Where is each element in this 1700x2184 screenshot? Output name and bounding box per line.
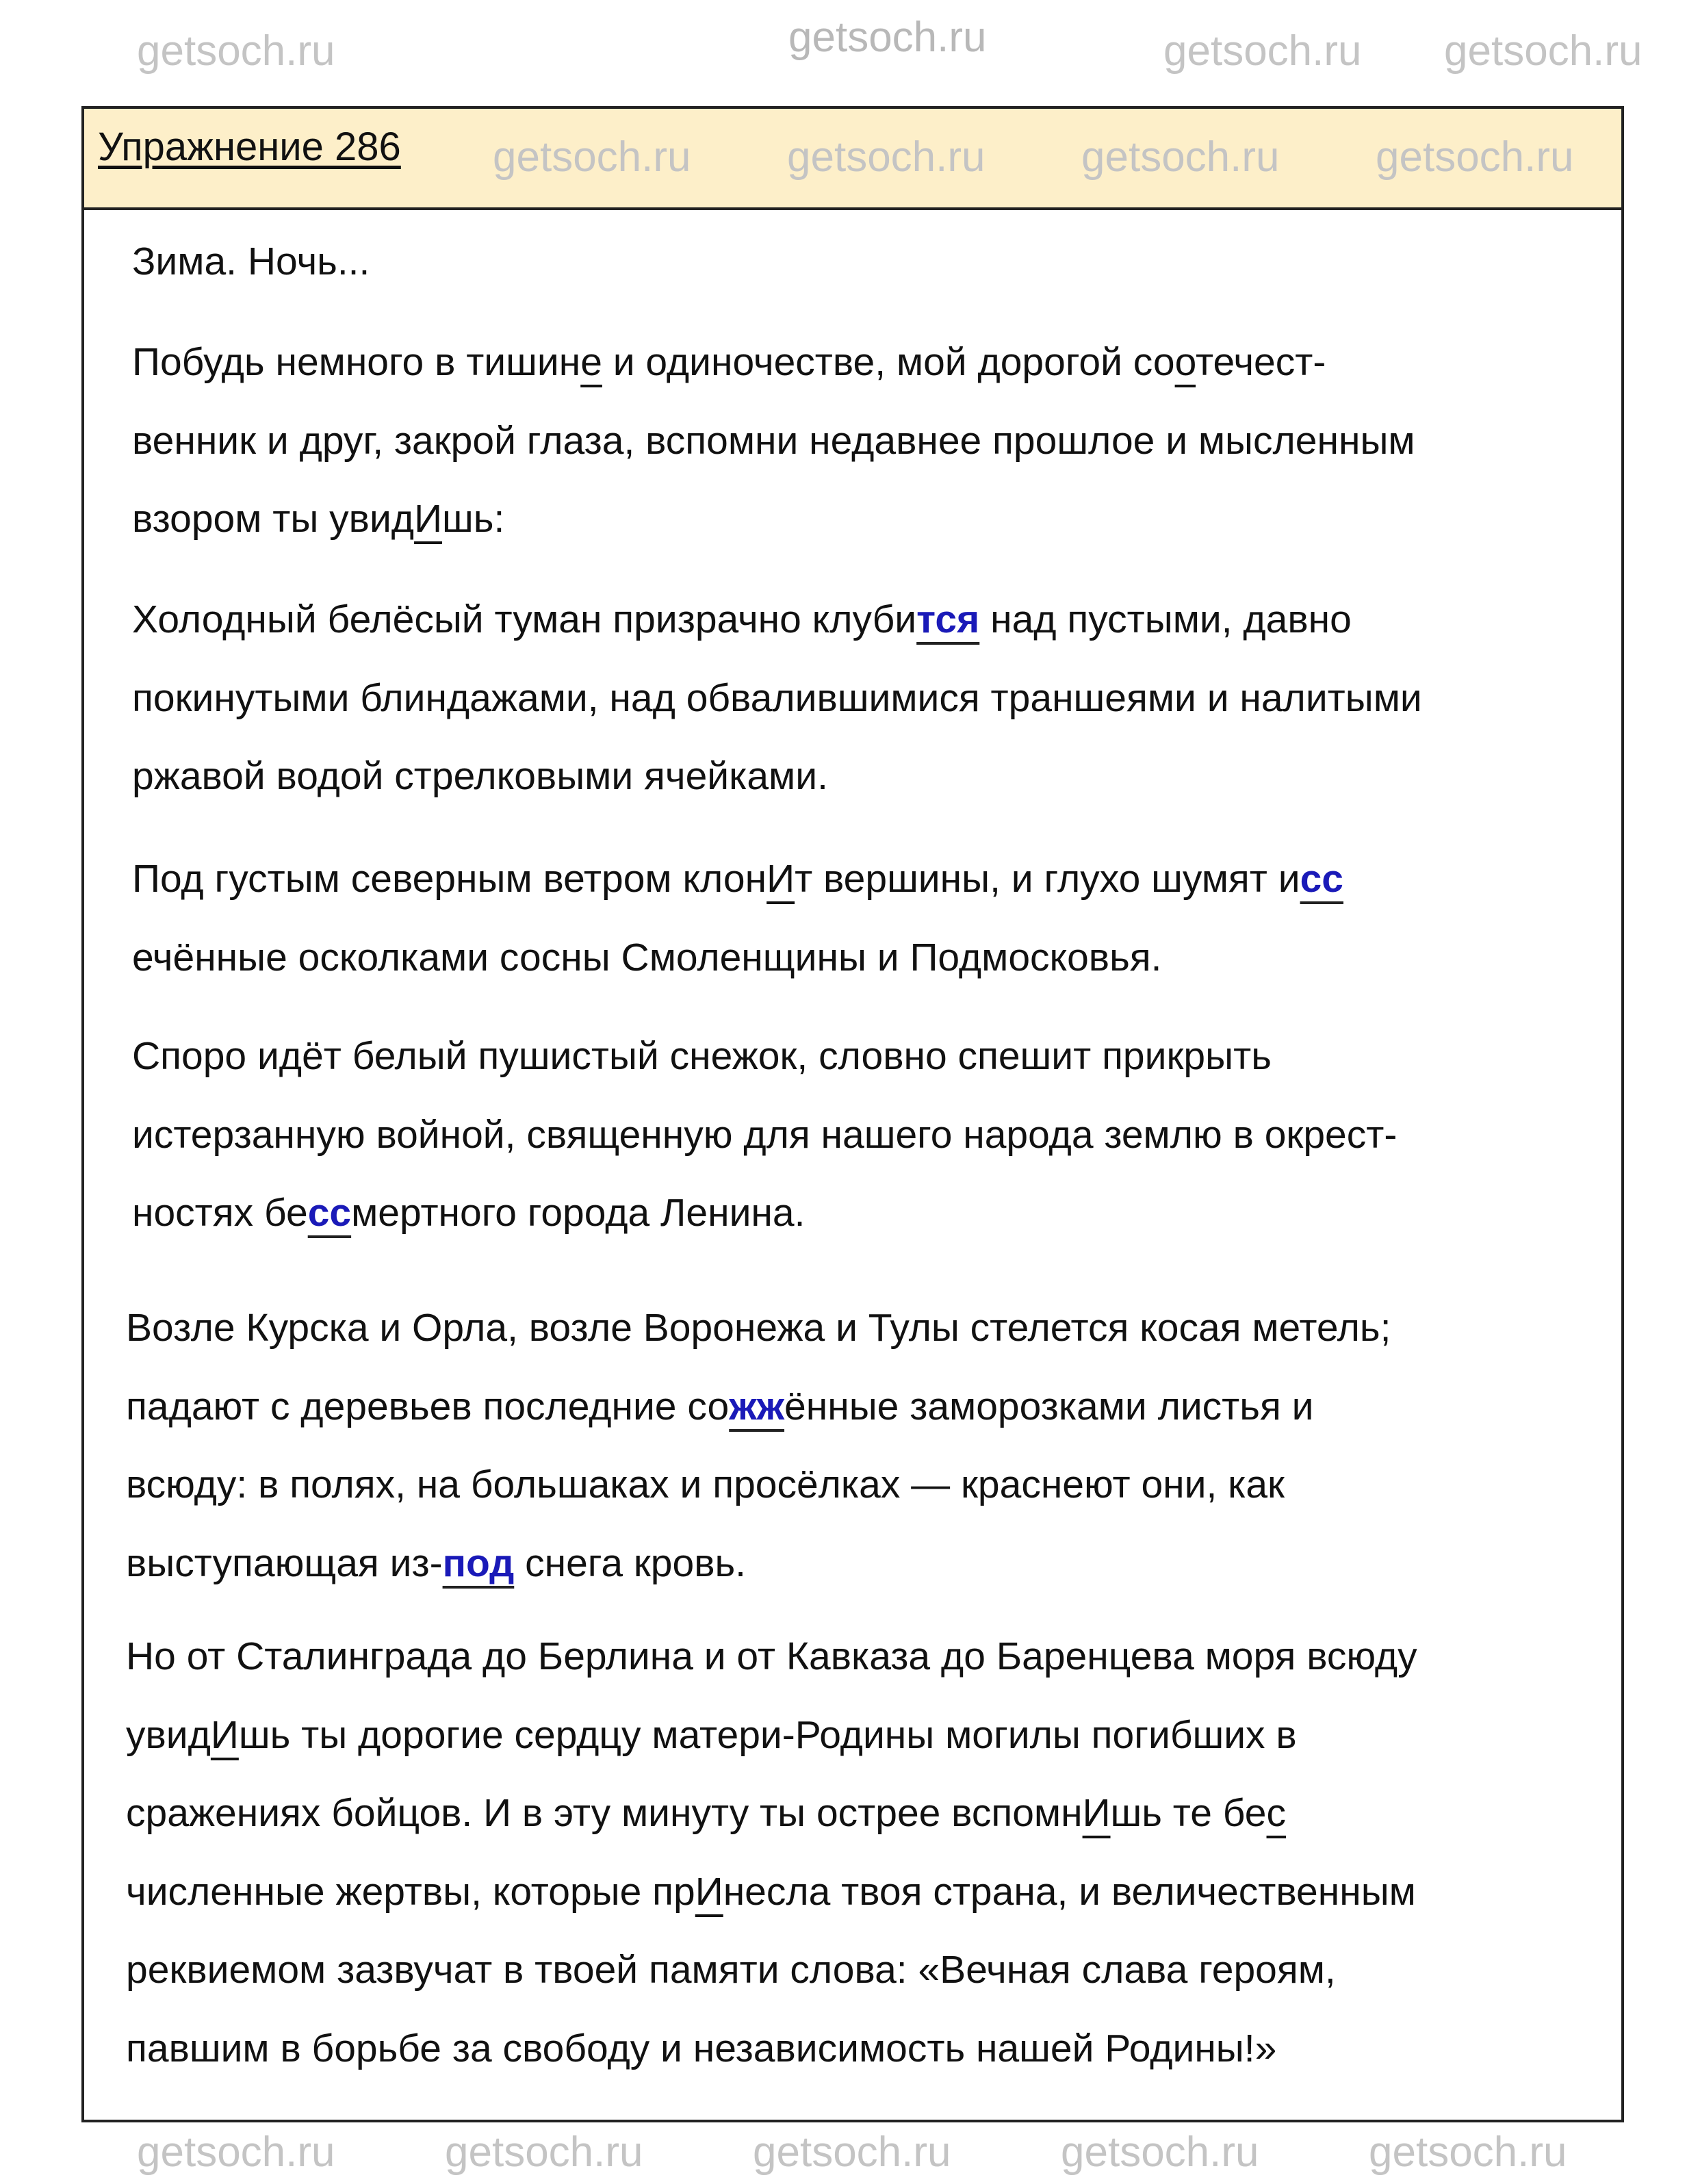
watermark: getsoch.ru [137,2129,335,2176]
watermark: getsoch.ru [1061,2129,1259,2176]
paragraph [126,1289,1391,1602]
text-line [132,659,1422,738]
text-segment: Возле Курска и Орла, возле Воронежа и Тулы стелется косая метель; [126,1306,1391,1350]
text-segment: павшим в борьбе за свободу и независимость нашей Родины!» [126,2026,1277,2070]
marked-letter: И [767,857,795,901]
text-segment: ностях бе [132,1191,308,1235]
text-segment: шь ты дорогие сердцу матери-Родины могилы погибших в [238,1712,1297,1757]
text-line [132,1017,1397,1096]
watermark: getsoch.ru [1369,2129,1567,2176]
text-line [126,1617,1417,1696]
text-segment: ённые заморозками листья и [784,1384,1314,1428]
text-segment: ечённые осколками сосны Смоленщины и Подмосковья. [132,935,1162,979]
text-line [126,1696,1417,1775]
watermark: getsoch.ru [788,14,987,61]
watermark: getsoch.ru [445,2129,643,2176]
marked-letter: И [695,1869,723,1914]
text-segment: Побудь немного в тишин [132,340,581,384]
paragraph [126,1617,1417,2087]
text-segment: падают с деревьев последние со [126,1384,730,1428]
text-segment: т вершины, и глухо шумят и [795,857,1300,901]
text-segment: Но от Сталинграда до Берлина и от Кавказа до Баренцева моря всюду [126,1634,1417,1678]
text-line [126,1853,1417,1931]
text-segment: Споро идёт белый пушистый снежок, словно спешит прикрыть [132,1034,1272,1078]
marked-letter: И [414,497,443,541]
text-line [132,737,1422,816]
text-segment: реквиемом зазвучат в твоей памяти слова: «Вечная слава героям, [126,1948,1336,1992]
text-segment: всюду: в полях, на большаках и просёлках — краснеют они, как [126,1463,1285,1506]
watermark: getsoch.ru [753,2129,951,2176]
text-segment: выступающая из- [126,1541,443,1585]
inserted-letters: жж [729,1384,785,1428]
marked-letter: е [580,340,602,384]
watermark: getsoch.ru [1376,133,1574,181]
watermark: getsoch.ru [137,27,335,75]
text-line [132,580,1422,659]
text-line [126,2009,1417,2088]
inserted-letters: под [442,1541,515,1585]
paragraph [132,580,1422,816]
text-segment: Холодный белёсый туман призрачно клуби [132,598,917,641]
marked-letter: о [1174,340,1196,384]
paragraph [132,840,1343,997]
exercise-title: Упражнение 286 [98,125,401,169]
text-line [132,1096,1397,1174]
inserted-letters: сс [307,1191,352,1235]
text-segment: численные жертвы, которые пр [126,1869,695,1914]
text-line [132,840,1343,918]
watermark: getsoch.ru [1081,133,1280,181]
text-segment: течест- [1196,340,1326,384]
paragraph [132,222,370,301]
text-segment: Зима. Ночь... [132,240,370,283]
watermark: getsoch.ru [1444,27,1643,75]
text-segment: взором ты увид [132,497,415,541]
text-segment: шь те бе [1110,1791,1267,1835]
text-segment: венник и друг, закрой глаза, вспомни недавнее прошлое и мысленным [132,418,1415,463]
text-line [126,1446,1391,1524]
text-segment: над пустыми, давно [979,598,1352,641]
text-segment: истерзанную войной, священную для нашего народа землю в окрест- [132,1112,1398,1157]
text-segment: шь: [442,497,505,541]
text-segment: несла твоя страна, и величественным [723,1869,1416,1914]
text-segment: покинутыми блиндажами, над обвалившимися траншеями и налитыми [132,676,1422,720]
marked-letter: с [1266,1791,1287,1835]
watermark: getsoch.ru [1163,27,1362,75]
text-segment: сражениях бойцов. И в эту минуту ты острее вспомн [126,1791,1083,1835]
marked-letter: И [210,1712,239,1757]
text-line [132,402,1415,480]
watermark: getsoch.ru [493,133,691,181]
text-line [126,1367,1391,1446]
text-segment: ржавой водой стрелковыми ячейками. [132,754,828,798]
text-line [132,480,1415,558]
text-line [126,1931,1417,2009]
inserted-letters: тся [916,598,980,641]
text-segment: увид [126,1712,211,1757]
text-line [132,918,1343,997]
paragraph [132,323,1415,558]
marked-letter: И [1082,1791,1111,1835]
watermark: getsoch.ru [787,133,986,181]
text-line [132,1174,1397,1252]
inserted-letters: сс [1300,857,1343,901]
text-line [132,323,1415,402]
text-line [126,1289,1391,1367]
text-segment: Под густым северным ветром клон [132,857,767,901]
text-line [132,222,370,301]
text-segment: снега кровь. [514,1541,747,1585]
exercise-card [81,106,1624,2122]
paragraph [132,1017,1397,1252]
text-segment: и одиночестве, мой дорогой со [602,340,1175,384]
text-line [126,1774,1417,1853]
text-line [126,1524,1391,1603]
text-segment: мертного города Ленина. [351,1191,806,1235]
